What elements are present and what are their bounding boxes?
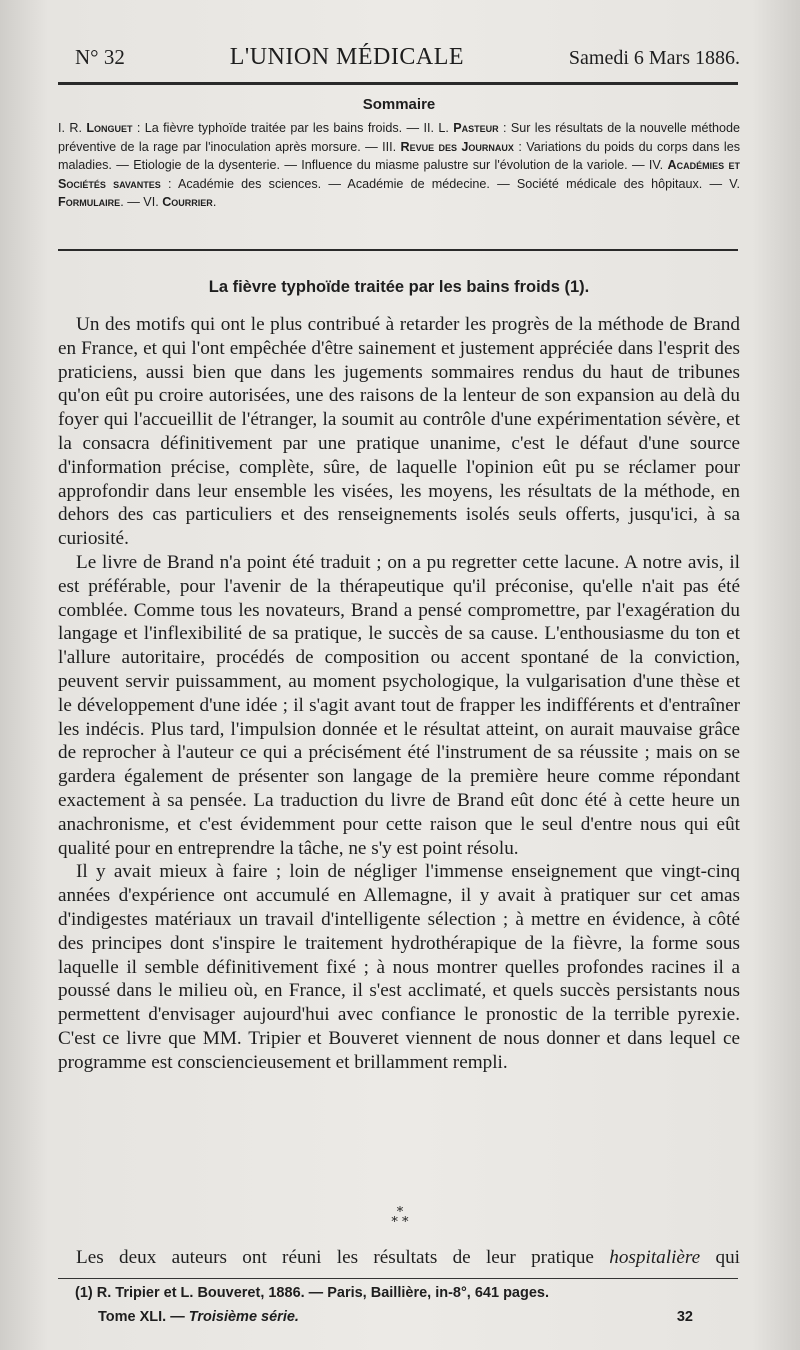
footnote: (1) R. Tripier et L. Bouveret, 1886. — Paris, Baillière, in-8°, 641 pages.: [75, 1285, 550, 1301]
asterism: [380, 1205, 420, 1230]
summary-section: [58, 96, 740, 212]
paragraph: Le livre de Brand n'a point été traduit ; on a pu regretter cette lacune. A notre avis, il est préférable, pour l'avenir de la thérapeutique qu'il préconise, qu'elle n'ait pas été comblée. Comme tous les novateurs, Brand a pensé compromettre, par l'exagération du langage et l'inflexibilité de sa pratique, le succès de sa cause. L'enthousiasme du ton et l'allure autoritaire, procédés de composition ou accent spontané de la conviction, peuvent servir puissamment, au moment psychologique, la vulgarisation d'une thèse et le développement d'une idée ; il s'agit avant tout de frapper les indifférents et d'entraîner les indécis. Plus tard, l'impulsion donnée et le résultat atteint, on aurait mauvaise grâce de reprocher à l'auteur ce qui a précisément été l'instrument de sa réussite ; mais on se gardera également de présenter son langage de la première heure comme répondant exactement à sa pensée. La traduction du livre de Brand eût donc été à cette heure un anachronisme, et c'est évidemment pour cette raison que le seul d'entre nous qui eût qualité pour en entreprendre la tâche, ne s'y est point résolu.: [58, 551, 740, 859]
volume-info: [98, 1309, 299, 1325]
page-footer: [98, 1309, 693, 1325]
header-rule: [58, 82, 738, 85]
paragraph: Un des motifs qui ont le plus contribué à retarder les progrès de la méthode de Brand en France, et qui l'ont empêchée d'être sainement et justement appréciée dans l'esprit des praticiens, aussi bien que dans les jugements sommaires rendus du haut de tribunes qu'on eût pu croire autorisées, une des raisons de la lenteur de son expansion au delà du foyer qui l'accueillit de l'étranger, la soumit au contrôle d'une expérimentation sévère, et la consacra définitivement par une pratique unanime, c'est le défaut d'une source d'information précise, complète, sûre, de laquelle l'opinion eût pu se réclamer pour approfondir dans leur ensemble les visées, les moyens, les résultats de la méthode, en dehors des cas particuliers et des renseignements isolés seuls offerts, jusqu'ici, à sa curiosité.: [58, 314, 740, 550]
asterism-glyphs: * * *: [391, 1205, 409, 1230]
article-title: La fièvre typhoïde traitée par les bains froids (1).: [208, 278, 590, 296]
summary-author: Longuet: [86, 121, 133, 135]
journal-title: L'UNION MÉDICALE: [229, 44, 465, 70]
summary-rule: [58, 249, 738, 251]
paragraph: Il y avait mieux à faire ; loin de négliger l'immense enseignement que vingt-cinq années d'expérience ont accumulé en Allemagne, il y avait à pratiquer sur cet amas d'indigestes matériaux un travail d'intelligente sélection ; à mettre en évidence, à côté des principes dont s'inspire le traitement hydrothérapique de la fièvre, la forme sous laquelle il semble définitivement fixé ; à nous montrer quelles profondes racines il a poussé dans le milieu où, en France, il s'est acclimaté, et quels succès persistants nous permettent d'envisager aujourd'hui avec confiance le pronostic de la terrible pyrexie. C'est ce livre que MM. Tripier et Bouveret viennent de nous donner et dans lequel ce programme est consciencieusement et brillamment rempli.: [58, 861, 740, 1073]
summary-heading: Formulaire: [58, 195, 121, 209]
summary-item-text: : Variations du poids du corps dans les maladies. — Etiologie de la dysenterie. — Influence du miasme palustre sur l'évolution de la variole. —: [58, 139, 741, 172]
summary-item-text: : Académie des sciences. — Académie de médecine. — Société médicale des hôpitaux. —: [160, 176, 730, 191]
summary-item-number: VI.: [143, 195, 159, 209]
summary-title: Sommaire: [362, 96, 436, 113]
issue-number: N° 32: [75, 45, 125, 69]
summary-item-text: : Sur les résultats de la nouvelle méthode préventive de la rage par l'inoculation après morsure. —: [58, 121, 741, 154]
paragraph-continued: [58, 1246, 740, 1270]
series-label: Troisième série.: [188, 1309, 299, 1325]
page-number: 32: [676, 1309, 693, 1325]
article-body: [58, 313, 740, 1075]
last-line-text: Les deux auteurs ont réuni les résultats de leur pratique: [76, 1247, 610, 1268]
summary-item-number: I. R.: [58, 121, 82, 135]
summary-heading: Courrier: [162, 195, 213, 209]
page-header: [75, 44, 740, 82]
summary-end: .: [212, 195, 217, 209]
summary-separator: . —: [120, 195, 144, 209]
last-line-suffix: qui: [700, 1247, 740, 1268]
last-line-italic: hospitalière: [609, 1247, 701, 1268]
summary-heading: Académies et Sociétés savantes: [58, 158, 740, 191]
footnote-rule: [58, 1278, 738, 1279]
volume-label: Tome XLI. —: [98, 1309, 189, 1325]
summary-item-number: V.: [729, 176, 741, 191]
summary-author: Pasteur: [453, 121, 499, 135]
issue-date: Samedi 6 Mars 1886.: [568, 47, 740, 69]
summary-text: [58, 119, 740, 212]
summary-item-number: III.: [382, 139, 397, 154]
summary-item-number: II. L.: [423, 121, 449, 135]
summary-item-number: IV.: [648, 158, 664, 172]
summary-item-text: : La fièvre typhoïde traitée par les bains froids. —: [132, 121, 424, 135]
summary-heading: Revue des Journaux: [400, 139, 514, 154]
